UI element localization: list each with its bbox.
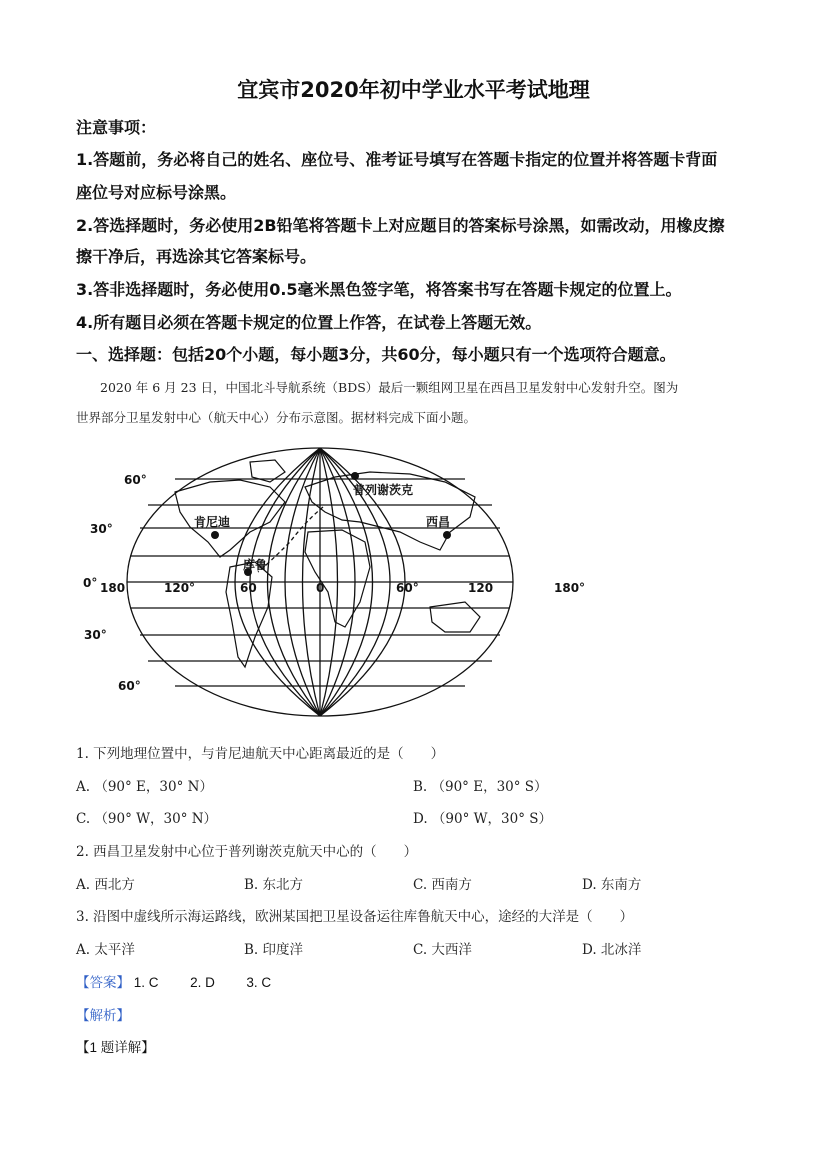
lat-label-0: 0° [83, 576, 98, 590]
notice-item-1: 1.答题前，务必将自己的姓名、座位号、准考证号填写在答题卡指定的位置并将答题卡背面 [76, 150, 718, 169]
question-3-option-b: B. 印度洋 [244, 942, 304, 958]
lat-label-60n: 60° [124, 473, 147, 487]
question-2-stem: 2. 西昌卫星发射中心位于普列谢茨克航天中心的（ ） [76, 844, 418, 860]
south-america [226, 562, 272, 667]
answer-3: 3. C [246, 975, 272, 990]
notice-heading: 注意事项： [76, 118, 157, 137]
lon-label-60e: 60° [396, 581, 419, 595]
place-kourou: 库鲁 [243, 558, 268, 572]
world-map [80, 432, 600, 722]
question-1-option-a: A. （90° E，30° N） [76, 779, 213, 795]
material-line-1: 2020 年 6 月 23 日，中国北斗导航系统（BDS）最后一颗组网卫星在西昌卫星发射中心发射升空。图为 [100, 380, 679, 395]
detail-label: 【1 题详解】 [76, 1040, 155, 1055]
question-1-option-b: B. （90° E，30° S） [413, 779, 548, 795]
lon-label-0: 0 [316, 581, 325, 595]
question-3-option-c: C. 大西洋 [413, 942, 472, 958]
analysis-label: 【解析】 [76, 1008, 130, 1023]
notice-item-1-cont: 座位号对应标号涂黑。 [76, 183, 237, 202]
lon-label-120e: 120 [468, 581, 494, 595]
question-2-option-b: B. 东北方 [244, 877, 304, 893]
question-3-option-a: A. 太平洋 [76, 942, 135, 958]
place-plesetsk: 普列谢茨克 [353, 483, 414, 497]
lat-label-60s: 60° [118, 679, 141, 693]
page-title: 宜宾市2020年初中学业水平考试地理 [237, 78, 590, 102]
answer-1: 1. C [133, 975, 159, 990]
question-2-option-a: A. 西北方 [76, 877, 135, 893]
lat-label-30n: 30° [90, 522, 113, 536]
plesetsk-marker [351, 472, 359, 480]
question-1-stem: 1. 下列地理位置中，与肯尼迪航天中心距离最近的是（ ） [76, 746, 445, 762]
answer-line [76, 971, 271, 991]
lon-label-120w: 120° [164, 581, 196, 595]
section-heading: 一、选择题：包括20个小题，每小题3分，共60分，每小题只有一个选项符合题意。 [76, 345, 676, 364]
lon-label-180w: 180 [100, 581, 126, 595]
notice-item-2-cont: 擦干净后，再选涂其它答案标号。 [76, 247, 317, 266]
question-3-option-d: D. 北冰洋 [582, 942, 642, 958]
notice-item-3: 3.答非选择题时，务必使用0.5毫米黑色签字笔，将答案书写在答题卡规定的位置上。 [76, 280, 682, 299]
question-1-option-c: C. （90° W，30° N） [76, 811, 218, 827]
question-3-stem: 3. 沿图中虚线所示海运路线，欧洲某国把卫星设备运往库鲁航天中心，途经的大洋是（ ） [76, 909, 634, 925]
question-2-option-d: D. 东南方 [582, 877, 642, 893]
australia [430, 602, 480, 632]
place-xichang: 西昌 [426, 515, 451, 529]
notice-item-2: 2.答选择题时，务必使用2B铅笔将答题卡上对应题目的答案标号涂黑，如需改动，用橡皮擦 [76, 216, 725, 235]
notice-item-4: 4.所有题目必须在答题卡规定的位置上作答，在试卷上答题无效。 [76, 313, 542, 332]
question-1-option-d: D. （90° W，30° S） [413, 811, 552, 827]
lon-label-180e: 180° [554, 581, 586, 595]
answer-2: 2. D [190, 975, 215, 990]
xichang-marker [443, 531, 451, 539]
lon-label-60w: 60 [240, 581, 257, 595]
material-line-2: 世界部分卫星发射中心（航天中心）分布示意图。据材料完成下面小题。 [76, 410, 477, 425]
lat-label-30s: 30° [84, 628, 107, 642]
place-kennedy: 肯尼迪 [194, 515, 231, 529]
kennedy-marker [211, 531, 219, 539]
answer-label: 【答案】 [76, 975, 130, 990]
shipping-route [258, 507, 323, 572]
question-2-option-c: C. 西南方 [413, 877, 472, 893]
